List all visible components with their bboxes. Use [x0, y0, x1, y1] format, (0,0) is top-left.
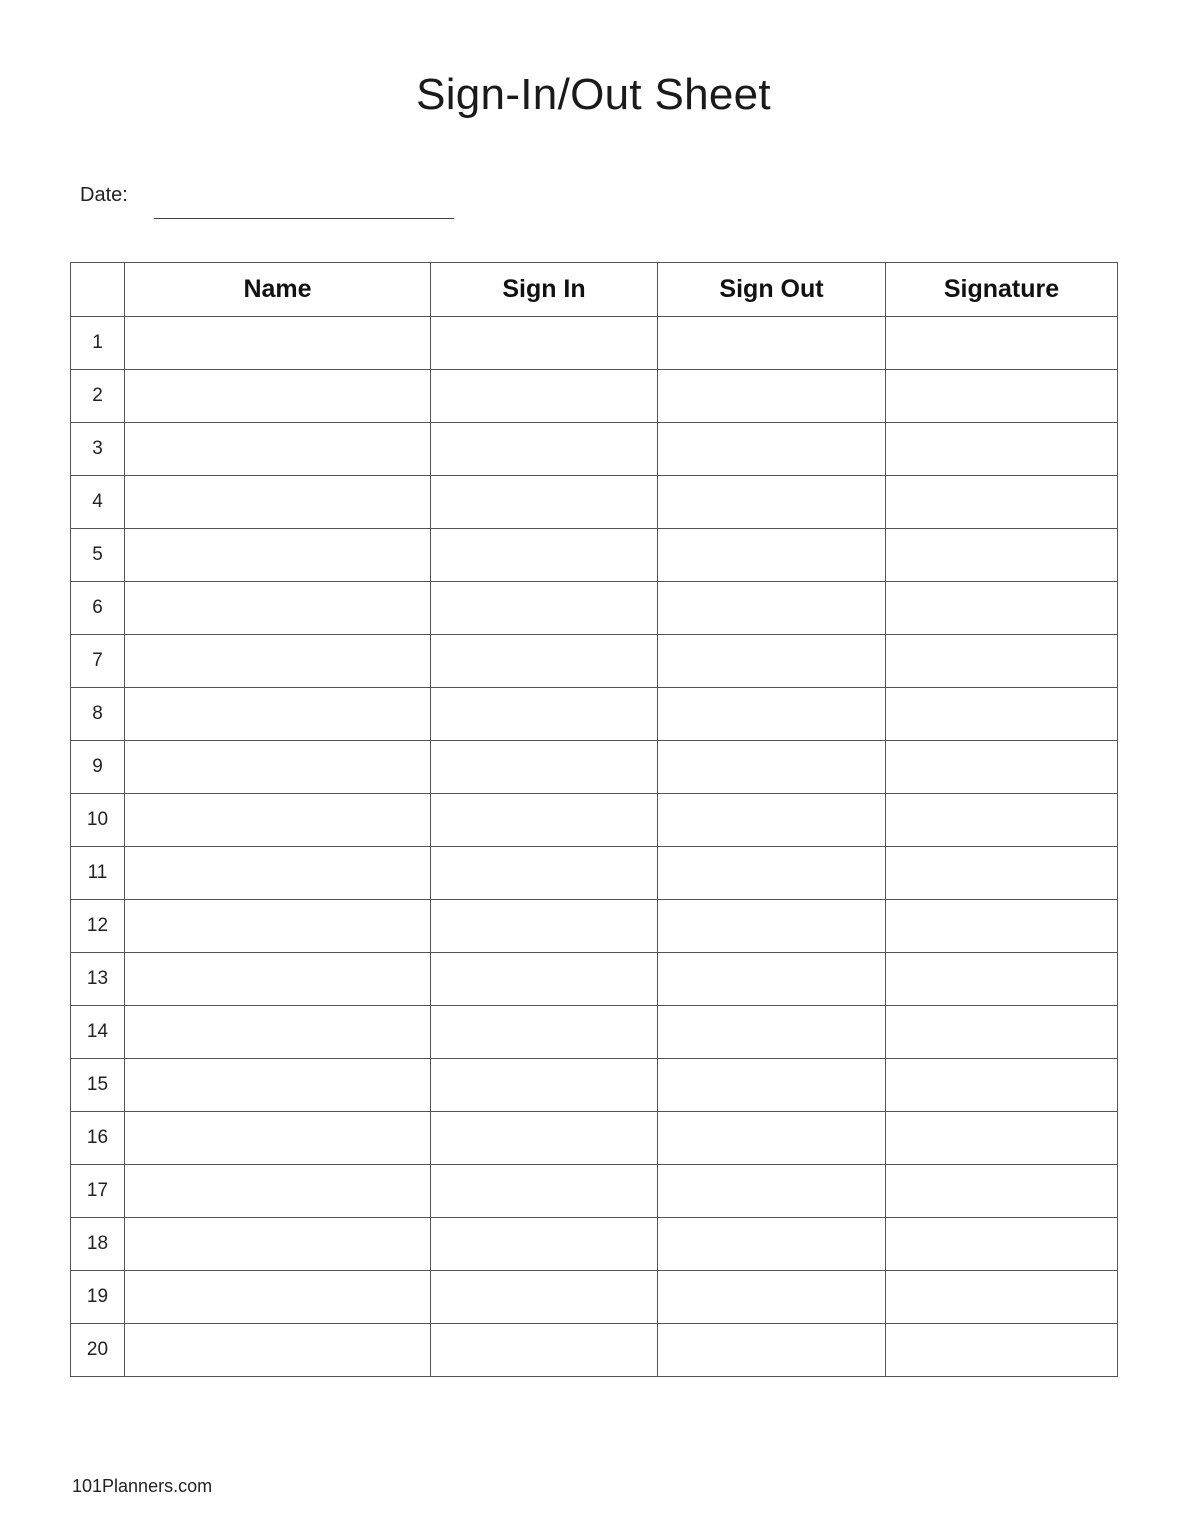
row-number: 20	[71, 1324, 125, 1377]
table-row	[71, 529, 1118, 582]
sign-out-cell[interactable]	[658, 317, 886, 370]
footer-brand: 101Planners.com	[72, 1476, 213, 1496]
name-cell[interactable]	[125, 635, 431, 688]
name-cell[interactable]	[125, 529, 431, 582]
signature-cell[interactable]	[886, 529, 1118, 582]
column-header-name: Name	[125, 263, 431, 317]
sign-out-cell[interactable]	[658, 900, 886, 953]
name-cell[interactable]	[125, 317, 431, 370]
column-header-signature: Signature	[886, 263, 1118, 317]
signature-cell[interactable]	[886, 794, 1118, 847]
sign-in-cell[interactable]	[431, 423, 658, 476]
signature-cell[interactable]	[886, 476, 1118, 529]
table-row	[71, 741, 1118, 794]
row-number: 7	[71, 635, 125, 688]
sign-in-cell[interactable]	[431, 1324, 658, 1377]
signature-cell[interactable]	[886, 953, 1118, 1006]
name-cell[interactable]	[125, 1271, 431, 1324]
table-row	[71, 476, 1118, 529]
table-row	[71, 1165, 1118, 1218]
row-number: 6	[71, 582, 125, 635]
table-row	[71, 900, 1118, 953]
row-number: 12	[71, 900, 125, 953]
signature-cell[interactable]	[886, 1165, 1118, 1218]
table-row	[71, 1112, 1118, 1165]
sign-in-cell[interactable]	[431, 317, 658, 370]
sign-in-cell[interactable]	[431, 847, 658, 900]
table-row	[71, 635, 1118, 688]
row-number: 8	[71, 688, 125, 741]
signature-cell[interactable]	[886, 1112, 1118, 1165]
table-row	[71, 1006, 1118, 1059]
date-label: Date:	[80, 184, 128, 206]
row-number: 5	[71, 529, 125, 582]
row-number: 1	[71, 317, 125, 370]
sign-out-cell[interactable]	[658, 953, 886, 1006]
sign-in-cell[interactable]	[431, 1059, 658, 1112]
sign-out-cell[interactable]	[658, 1059, 886, 1112]
signature-cell[interactable]	[886, 635, 1118, 688]
row-number: 15	[71, 1059, 125, 1112]
row-number: 2	[71, 370, 125, 423]
name-cell[interactable]	[125, 953, 431, 1006]
row-number: 10	[71, 794, 125, 847]
sign-in-cell[interactable]	[431, 953, 658, 1006]
row-number: 3	[71, 423, 125, 476]
sign-out-cell[interactable]	[658, 688, 886, 741]
column-header-sign-in: Sign In	[431, 263, 658, 317]
signature-cell[interactable]	[886, 1059, 1118, 1112]
sign-in-cell[interactable]	[431, 1112, 658, 1165]
sign-in-cell[interactable]	[431, 370, 658, 423]
sign-in-cell[interactable]	[431, 1271, 658, 1324]
name-cell[interactable]	[125, 582, 431, 635]
signature-cell[interactable]	[886, 370, 1118, 423]
table-row	[71, 953, 1118, 1006]
row-number: 18	[71, 1218, 125, 1271]
sign-out-cell[interactable]	[658, 1165, 886, 1218]
table-row	[71, 423, 1118, 476]
table-row	[71, 317, 1118, 370]
sign-out-cell[interactable]	[658, 635, 886, 688]
table-row	[71, 1059, 1118, 1112]
row-number: 4	[71, 476, 125, 529]
row-number: 17	[71, 1165, 125, 1218]
sign-out-cell[interactable]	[658, 847, 886, 900]
sign-out-cell[interactable]	[658, 529, 886, 582]
sign-in-cell[interactable]	[431, 635, 658, 688]
name-cell[interactable]	[125, 1218, 431, 1271]
sign-in-cell[interactable]	[431, 476, 658, 529]
column-header-number	[71, 263, 125, 317]
signature-cell[interactable]	[886, 1006, 1118, 1059]
table-row	[71, 847, 1118, 900]
name-cell[interactable]	[125, 900, 431, 953]
signature-cell[interactable]	[886, 1218, 1118, 1271]
name-cell[interactable]	[125, 1324, 431, 1377]
signature-cell[interactable]	[886, 317, 1118, 370]
name-cell[interactable]	[125, 1112, 431, 1165]
table-row	[71, 1218, 1118, 1271]
sign-in-out-table	[70, 262, 1118, 1377]
table-row	[71, 370, 1118, 423]
signature-cell[interactable]	[886, 900, 1118, 953]
sign-in-cell[interactable]	[431, 741, 658, 794]
sign-out-cell[interactable]	[658, 582, 886, 635]
sign-out-cell[interactable]	[658, 1324, 886, 1377]
name-cell[interactable]	[125, 688, 431, 741]
table-header-row	[71, 263, 1118, 317]
row-number: 19	[71, 1271, 125, 1324]
name-cell[interactable]	[125, 1165, 431, 1218]
signature-cell[interactable]	[886, 1324, 1118, 1377]
name-cell[interactable]	[125, 1059, 431, 1112]
sign-in-cell[interactable]	[431, 1165, 658, 1218]
signature-cell[interactable]	[886, 582, 1118, 635]
table-row	[71, 688, 1118, 741]
name-cell[interactable]	[125, 476, 431, 529]
table-row	[71, 1324, 1118, 1377]
row-number: 16	[71, 1112, 125, 1165]
sign-in-cell[interactable]	[431, 794, 658, 847]
name-cell[interactable]	[125, 1006, 431, 1059]
sign-in-cell[interactable]	[431, 582, 658, 635]
column-header-sign-out: Sign Out	[658, 263, 886, 317]
row-number: 11	[71, 847, 125, 900]
name-cell[interactable]	[125, 370, 431, 423]
signature-cell[interactable]	[886, 741, 1118, 794]
sign-out-cell[interactable]	[658, 1006, 886, 1059]
table-row	[71, 582, 1118, 635]
sign-out-cell[interactable]	[658, 741, 886, 794]
sign-out-cell[interactable]	[658, 370, 886, 423]
table-body	[71, 317, 1118, 1377]
sign-in-cell[interactable]	[431, 529, 658, 582]
sign-in-cell[interactable]	[431, 1006, 658, 1059]
table-row	[71, 794, 1118, 847]
signature-cell[interactable]	[886, 688, 1118, 741]
name-cell[interactable]	[125, 794, 431, 847]
sign-out-cell[interactable]	[658, 1218, 886, 1271]
sign-in-cell[interactable]	[431, 1218, 658, 1271]
row-number: 14	[71, 1006, 125, 1059]
date-field[interactable]	[154, 218, 454, 219]
page-title: Sign-In/Out Sheet	[416, 70, 771, 119]
sign-out-cell[interactable]	[658, 476, 886, 529]
name-cell[interactable]	[125, 423, 431, 476]
sign-out-cell[interactable]	[658, 1112, 886, 1165]
sign-out-cell[interactable]	[658, 423, 886, 476]
table-row	[71, 1271, 1118, 1324]
sign-in-cell[interactable]	[431, 900, 658, 953]
name-cell[interactable]	[125, 847, 431, 900]
name-cell[interactable]	[125, 741, 431, 794]
row-number: 9	[71, 741, 125, 794]
sign-in-cell[interactable]	[431, 688, 658, 741]
signature-cell[interactable]	[886, 1271, 1118, 1324]
sign-out-cell[interactable]	[658, 1271, 886, 1324]
row-number: 13	[71, 953, 125, 1006]
signature-cell[interactable]	[886, 847, 1118, 900]
sign-out-cell[interactable]	[658, 794, 886, 847]
signature-cell[interactable]	[886, 423, 1118, 476]
